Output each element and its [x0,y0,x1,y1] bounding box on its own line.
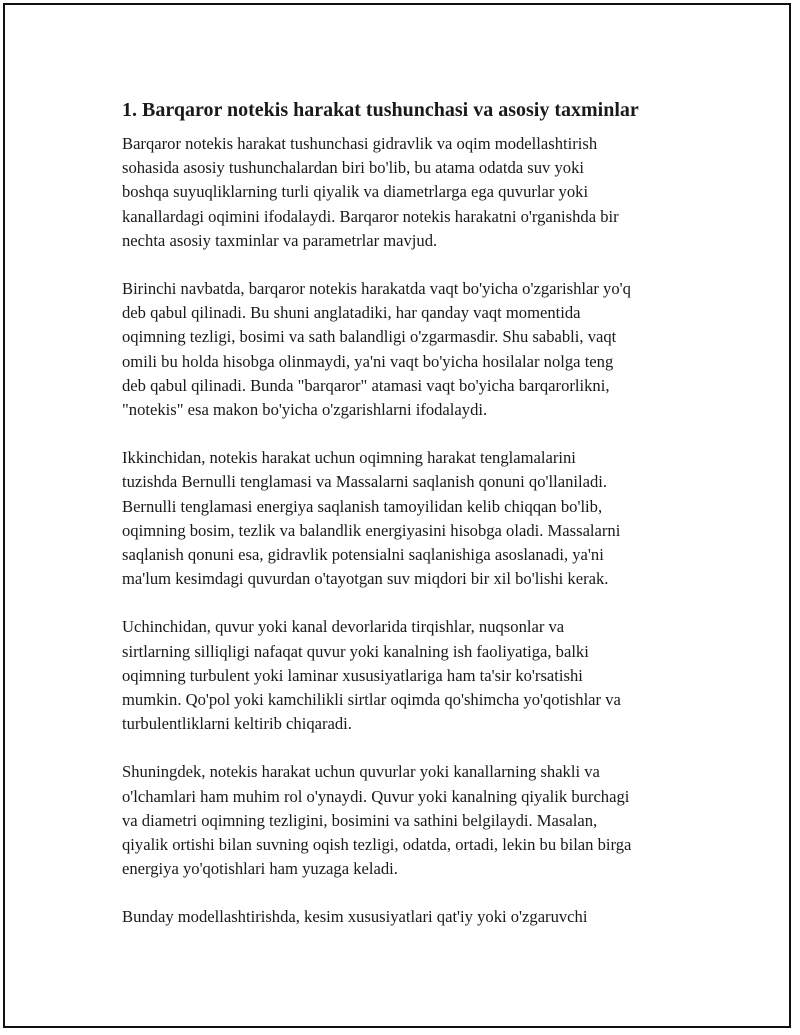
text-line: kanallardagi oqimini ifodalaydi. Barqaror notekis harakatni o'rganishda bir [122,206,619,226]
text-line: Shuningdek, notekis harakat uchun quvurlar yoki kanallarning shakli va [122,762,600,782]
text-line: qiyalik ortishi bilan suvning oqish tezligi, odatda, ortadi, lekin bu bilan birga [122,835,632,855]
text-line: turbulentliklarni keltirib chiqaradi. [122,714,352,734]
text-line: "notekis" esa makon bo'yicha o'zgarishlarni ifodalaydi. [122,400,488,420]
text-line: ma'lum kesimdagi quvurdan o'tayotgan suv miqdori bir xil bo'lishi kerak. [122,569,609,589]
page-frame [3,3,791,1028]
text-line: sohasida asosiy tushunchalardan biri bo'lib, bu atama odatda suv yoki [122,158,584,178]
document-body [122,97,697,954]
paragraph [122,905,697,929]
text-line: boshqa suyuqliklarning turli qiyalik va diametrlarga ega quvurlar yoki [122,182,589,202]
text-line: deb qabul qilinadi. Bunda "barqaror" atamasi vaqt bo'yicha barqarorlikni, [122,375,610,395]
text-line: saqlanish qonuni esa, gidravlik potensialni saqlanishiga asoslanadi, ya'ni [122,545,604,565]
paragraph-list [122,132,697,930]
text-line: Barqaror notekis harakat tushunchasi gidravlik va oqim modellashtirish [122,134,598,153]
text-line: o'lchamlari ham muhim rol o'ynaydi. Quvur yoki kanalning qiyalik burchagi [122,786,630,806]
text-line: va diametri oqimning tezligini, bosimini va sathini belgilaydi. Masalan, [122,810,598,830]
text-line: oqimning turbulent yoki laminar xususiyatlariga ham ta'sir ko'rsatishi [122,665,583,685]
text-line: Birinchi navbatda, barqaror notekis harakatda vaqt bo'yicha o'zgarishlar yo'q [122,279,631,299]
paragraph [122,760,697,881]
text-line: omili bu holda hisobga olinmaydi, ya'ni vaqt bo'yicha hosilalar nolga teng [122,351,614,371]
paragraph [122,615,697,736]
text-line: oqimning bosim, tezlik va balandlik energiyasini hisobga oladi. Massalarni [122,520,621,540]
text-line: nechta asosiy taxminlar va parametrlar mavjud. [122,230,438,250]
text-line: mumkin. Qo'pol yoki kamchilikli sirtlar oqimda qo'shimcha yo'qotishlar va [122,690,621,710]
text-line: tuzishda Bernulli tenglamasi va Massalarni saqlanish qonuni qo'llaniladi. [122,472,608,492]
text-line: Bunday modellashtirishda, kesim xususiyatlari qat'iy yoki o'zgaruvchi [122,907,588,927]
text-line: sirtlarning silliqligi nafaqat quvur yoki kanalning ish faoliyatiga, balki [122,641,589,661]
paragraph [122,446,697,591]
text-line: Ikkinchidan, notekis harakat uchun oqimning harakat tenglamalarini [122,448,576,468]
text-line: deb qabul qilinadi. Bu shuni anglatadiki, har qanday vaqt momentida [122,303,581,323]
text-line: Uchinchidan, quvur yoki kanal devorlarida tirqishlar, nuqsonlar va [122,617,565,637]
paragraph [122,132,697,253]
paragraph [122,277,697,422]
text-line: Bernulli tenglamasi energiya saqlanish tamoyilidan kelib chiqqan bo'lib, [122,496,603,516]
text-line: oqimning tezligi, bosimi va sath balandligi o'zgarmasdir. Shu sababli, vaqt [122,327,617,347]
section-heading: 1. Barqaror notekis harakat tushunchasi va asosiy taxminlar [122,99,639,121]
text-line: energiya yo'qotishlari ham yuzaga keladi. [122,859,398,879]
